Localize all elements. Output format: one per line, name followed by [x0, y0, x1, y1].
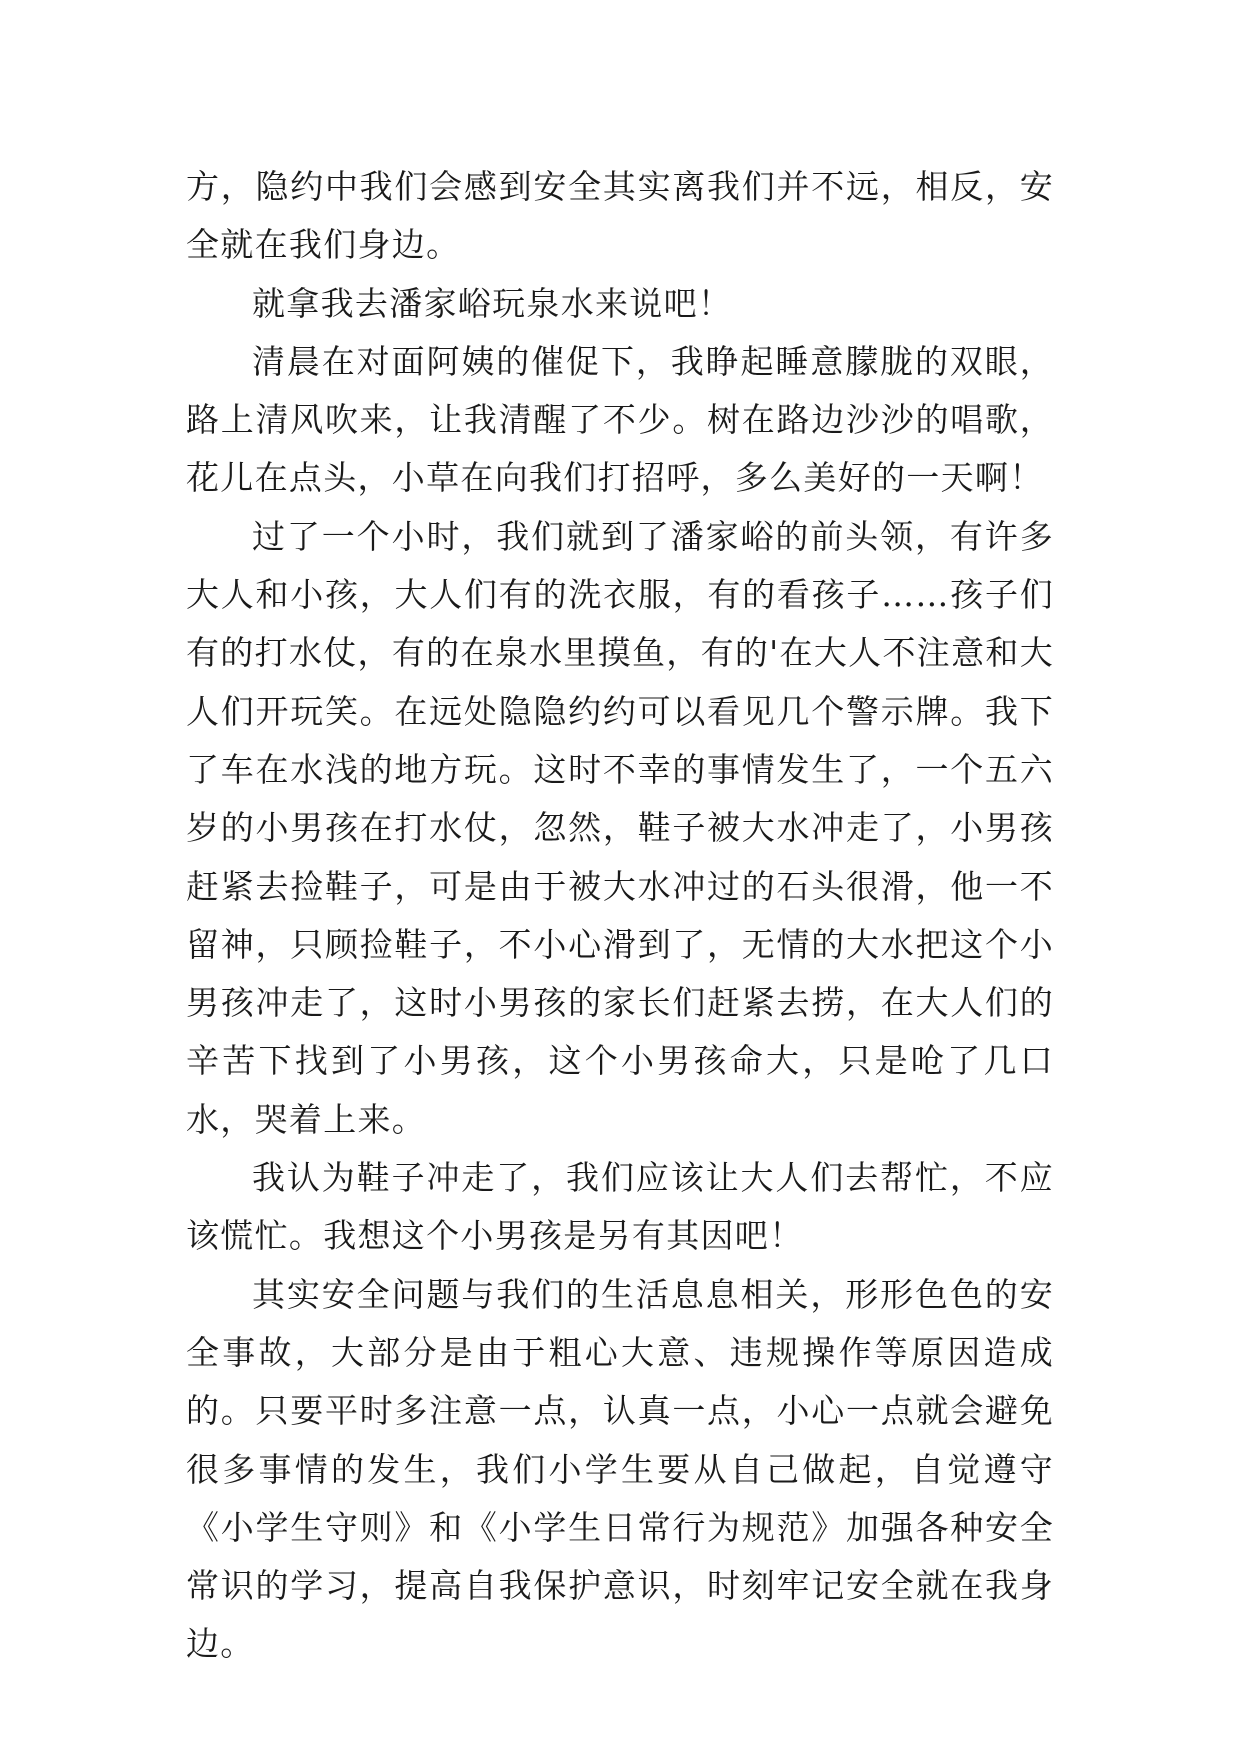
- paragraph: 就拿我去潘家峪玩泉水来说吧！: [252, 283, 733, 323]
- document-body: [186, 158, 1054, 1674]
- paragraph: 过了一个小时，我们就到了潘家峪的前头领，有许多大人和小孩，大人们有的洗衣服，有的看孩子……孩子们有的打水仗，有的在泉水里摸鱼，有的'在大人不注意和大人们开玩笑。在远处隐隐约约可以看见几个警示牌。我下了车在水浅的地方玩。这时不幸的事情发生了，一个五六岁的小男孩在打水仗，忽然，鞋子被大水冲走了，小男孩赶紧去捡鞋子，可是由于被大水冲过的石头很滑，他一不留神，只顾捡鞋子，不小心滑到了，无情的大水把这个小男孩冲走了，这时小男孩的家长们赶紧去捞，在大人们的辛苦下找到了小男孩，这个小男孩命大，只是呛了几口水，哭着上来。: [186, 516, 1054, 1139]
- paragraph-continued: 方，隐约中我们会感到安全其实离我们并不远，相反，安全就在我们身边。: [186, 167, 1054, 265]
- paragraph: 我认为鞋子冲走了，我们应该让大人们去帮忙，不应该慌忙。我想这个小男孩是另有其因吧！: [186, 1158, 1054, 1256]
- paragraph: 其实安全问题与我们的生活息息相关，形形色色的安全事故，大部分是由于粗心大意、违规操作等原因造成的。只要平时多注意一点，认真一点，小心一点就会避免很多事情的发生，我们小学生要从自己做起，自觉遵守《小学生守则》和《小学生日常行为规范》加强各种安全常识的学习，提高自我保护意识，时刻牢记安全就在我身边。: [186, 1274, 1054, 1664]
- paragraph: 清晨在对面阿姨的催促下，我睁起睡意朦胧的双眼，路上清风吹来，让我清醒了不少。树在路边沙沙的唱歌，花儿在点头，小草在向我们打招呼，多么美好的一天啊！: [186, 341, 1054, 498]
